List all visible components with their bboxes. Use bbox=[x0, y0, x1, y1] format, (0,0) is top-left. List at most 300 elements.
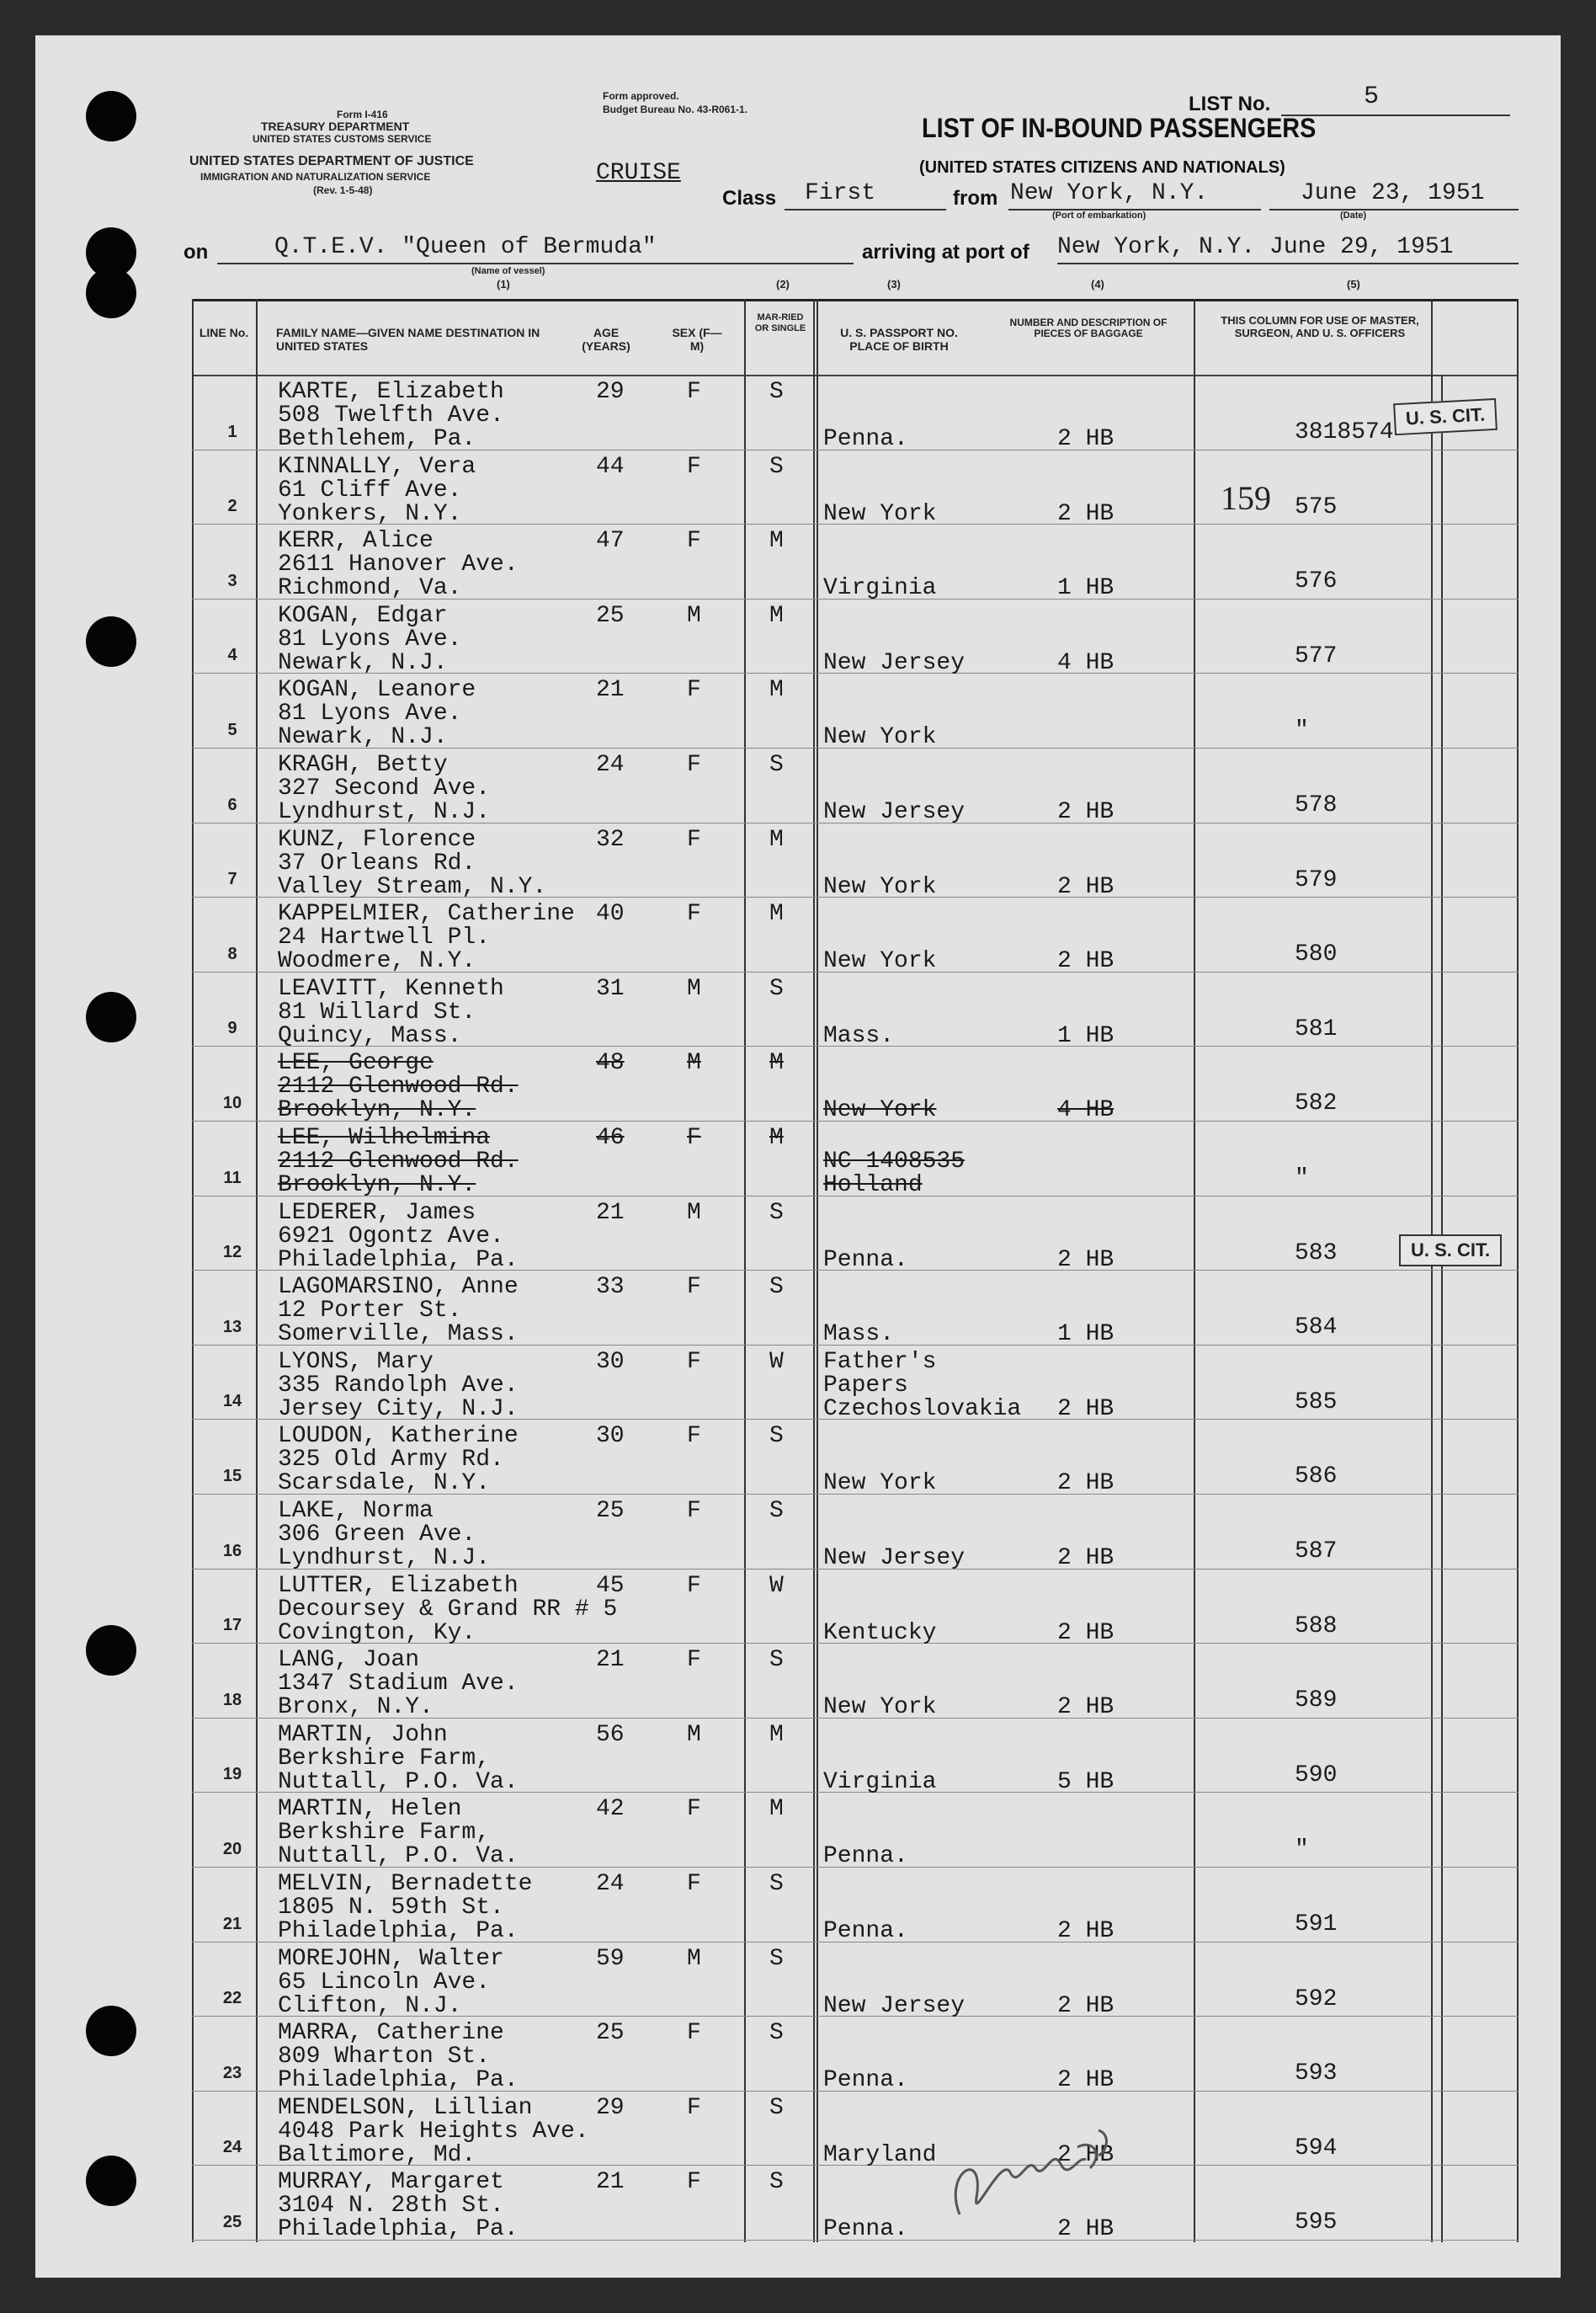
street-address: 809 Wharton St. bbox=[278, 2044, 491, 2071]
age: 48 bbox=[596, 1050, 625, 1077]
binder-hole bbox=[86, 616, 136, 667]
officer-number: 577 bbox=[1295, 642, 1338, 669]
place-of-birth: New York bbox=[823, 873, 937, 900]
age: 56 bbox=[596, 1721, 625, 1748]
marital-status: M bbox=[769, 677, 784, 704]
age: 45 bbox=[596, 1572, 625, 1599]
line-number: 21 bbox=[222, 1914, 242, 1933]
city-destination: Newark, N.J. bbox=[278, 649, 448, 676]
col-baggage-header: NUMBER AND DESCRIPTION OF PIECES OF BAGGAGE bbox=[1009, 317, 1168, 339]
marital-status: S bbox=[769, 453, 784, 480]
list-no-label: LIST No. bbox=[1189, 93, 1271, 115]
col5-caption: (5) bbox=[1347, 278, 1360, 290]
baggage: 2 HB bbox=[1057, 873, 1115, 900]
officer-number: 580 bbox=[1295, 941, 1338, 968]
age: 21 bbox=[596, 2169, 625, 2196]
line-number: 7 bbox=[227, 870, 237, 889]
age: 21 bbox=[596, 1199, 625, 1226]
place-of-birth: New Jersey bbox=[823, 799, 966, 825]
table-row bbox=[192, 1943, 1519, 2018]
passport-number: NC 1408535 bbox=[823, 1149, 966, 1175]
table-row bbox=[192, 1346, 1519, 1421]
place-of-birth: Holland bbox=[823, 1172, 923, 1198]
officer-number: 589 bbox=[1295, 1687, 1338, 1714]
line-number: 18 bbox=[222, 1690, 242, 1709]
marital-status: M bbox=[769, 1125, 784, 1151]
on-label: on bbox=[184, 241, 209, 264]
us-citizen-stamp: U. S. CIT. bbox=[1393, 398, 1498, 435]
place-of-birth: Virginia bbox=[823, 1768, 937, 1795]
baggage: 1 HB bbox=[1057, 1321, 1115, 1348]
marital-status: S bbox=[769, 2169, 784, 2196]
street-address: 61 Cliff Ave. bbox=[278, 477, 462, 504]
street-address: 4048 Park Heights Ave. bbox=[278, 2118, 589, 2145]
marital-status: M bbox=[769, 901, 784, 928]
document-subtitle: (UNITED STATES CITIZENS AND NATIONALS) bbox=[919, 158, 1285, 177]
city-destination: Baltimore, Md. bbox=[278, 2141, 476, 2168]
sex: F bbox=[687, 1498, 701, 1524]
table-row bbox=[192, 376, 1519, 451]
passenger-name: MENDELSON, Lillian bbox=[278, 2094, 533, 2121]
baggage: 2 HB bbox=[1057, 1246, 1115, 1273]
city-destination: Nuttall, P.O. Va. bbox=[278, 1843, 519, 1870]
baggage: 4 HB bbox=[1057, 1097, 1115, 1124]
baggage: 2 HB bbox=[1057, 1992, 1115, 2019]
form-number: Form I-416 bbox=[337, 109, 388, 120]
street-address: 37 Orleans Rd. bbox=[278, 850, 476, 877]
passenger-name: MELVIN, Bernadette bbox=[278, 1871, 533, 1897]
officer-number: 594 bbox=[1295, 2134, 1338, 2161]
place-of-birth: New York bbox=[823, 724, 937, 751]
street-address: 2611 Hanover Ave. bbox=[278, 552, 519, 578]
line-number: 10 bbox=[222, 1093, 242, 1112]
sex: F bbox=[687, 2020, 701, 2047]
table-row bbox=[192, 600, 1519, 675]
marital-status: S bbox=[769, 1945, 784, 1972]
line-number: 20 bbox=[222, 1839, 242, 1858]
table-row bbox=[192, 1570, 1519, 1645]
marital-status: M bbox=[769, 1796, 784, 1823]
baggage: 2 HB bbox=[1057, 948, 1115, 975]
place-of-birth: New Jersey bbox=[823, 1992, 966, 2019]
marital-status: S bbox=[769, 379, 784, 405]
col3-caption: (3) bbox=[887, 278, 901, 290]
table-row bbox=[192, 525, 1519, 600]
baggage: 1 HB bbox=[1057, 1022, 1115, 1049]
age: 25 bbox=[596, 602, 625, 629]
age: 46 bbox=[596, 1125, 625, 1151]
officer-number: 581 bbox=[1295, 1015, 1338, 1042]
line-number: 9 bbox=[227, 1019, 237, 1038]
city-destination: Brooklyn, N.Y. bbox=[278, 1172, 476, 1198]
cruise-label: CRUISE bbox=[596, 160, 681, 186]
sex: F bbox=[687, 1423, 701, 1450]
line-number: 23 bbox=[222, 2063, 242, 2082]
passenger-name: LUTTER, Elizabeth bbox=[278, 1572, 519, 1599]
age: 33 bbox=[596, 1274, 625, 1301]
table-row bbox=[192, 824, 1519, 899]
baggage: 2 HB bbox=[1057, 500, 1115, 527]
col1-caption: (1) bbox=[497, 278, 510, 290]
officer-number: 586 bbox=[1295, 1463, 1338, 1490]
line-number: 2 bbox=[227, 497, 237, 516]
handwritten-number: 159 bbox=[1221, 479, 1271, 517]
immigration-service: IMMIGRATION AND NATURALIZATION SERVICE bbox=[200, 171, 431, 183]
passenger-name: KRAGH, Betty bbox=[278, 752, 448, 778]
baggage: 2 HB bbox=[1057, 2067, 1115, 2094]
sex: F bbox=[687, 1274, 701, 1301]
table-row bbox=[192, 1495, 1519, 1570]
table-row bbox=[192, 2017, 1519, 2092]
passenger-name: KUNZ, Florence bbox=[278, 826, 476, 853]
sex: F bbox=[687, 1572, 701, 1599]
city-destination: Lyndhurst, N.J. bbox=[278, 799, 491, 825]
line-number: 17 bbox=[222, 1616, 242, 1635]
baggage: 2 HB bbox=[1057, 1619, 1115, 1646]
line-number: 1 bbox=[227, 422, 237, 441]
passenger-name: MOREJOHN, Walter bbox=[278, 1945, 504, 1972]
baggage: 5 HB bbox=[1057, 1768, 1115, 1795]
officer-number: " bbox=[1295, 1836, 1309, 1863]
city-destination: Valley Stream, N.Y. bbox=[278, 873, 547, 900]
vessel-name: Q.T.E.V. "Queen of Bermuda" bbox=[274, 234, 657, 260]
line-number: 24 bbox=[222, 2138, 242, 2157]
passenger-name: LEDERER, James bbox=[278, 1199, 476, 1226]
table-row bbox=[192, 1047, 1519, 1122]
col-married-header: MAR-RIED OR SINGLE bbox=[754, 312, 806, 333]
city-destination: Philadelphia, Pa. bbox=[278, 1246, 519, 1273]
justice-dept: UNITED STATES DEPARTMENT OF JUSTICE bbox=[189, 154, 474, 168]
line-number: 22 bbox=[222, 1989, 242, 2008]
city-destination: Jersey City, N.J. bbox=[278, 1395, 519, 1422]
passenger-name: KARTE, Elizabeth bbox=[278, 379, 504, 405]
passenger-name: LAGOMARSINO, Anne bbox=[278, 1274, 519, 1301]
marital-status: W bbox=[769, 1572, 784, 1599]
sex: F bbox=[687, 2169, 701, 2196]
passenger-name: KOGAN, Leanore bbox=[278, 677, 476, 704]
officer-number: 576 bbox=[1295, 568, 1338, 595]
col-officers-header: THIS COLUMN FOR USE OF MASTER, SURGEON, AND U. S. OFFICERS bbox=[1221, 314, 1419, 339]
table-row bbox=[192, 2092, 1519, 2167]
table-row bbox=[192, 2166, 1519, 2241]
passenger-name: MURRAY, Margaret bbox=[278, 2169, 504, 2196]
passenger-name: KOGAN, Edgar bbox=[278, 602, 448, 629]
sex: M bbox=[687, 1721, 701, 1748]
place-of-birth: Penna. bbox=[823, 1246, 908, 1273]
line-number: 13 bbox=[222, 1317, 242, 1336]
sex: M bbox=[687, 1945, 701, 1972]
marital-status: S bbox=[769, 1647, 784, 1674]
place-of-birth: Penna. bbox=[823, 426, 908, 452]
sex: F bbox=[687, 379, 701, 405]
sex: F bbox=[687, 901, 701, 928]
table-row bbox=[192, 749, 1519, 824]
age: 42 bbox=[596, 1796, 625, 1823]
age: 44 bbox=[596, 453, 625, 480]
street-address: 325 Old Army Rd. bbox=[278, 1447, 504, 1474]
class-value: First bbox=[805, 180, 876, 206]
passport-number: Papers bbox=[823, 1372, 908, 1399]
place-of-birth: New Jersey bbox=[823, 1545, 966, 1571]
age: 31 bbox=[596, 975, 625, 1002]
port-embark-caption: (Port of embarkation) bbox=[1052, 211, 1146, 221]
passenger-name: LANG, Joan bbox=[278, 1647, 420, 1674]
street-address: 306 Green Ave. bbox=[278, 1522, 476, 1548]
passenger-name: MARTIN, Helen bbox=[278, 1796, 462, 1823]
sex: M bbox=[687, 1050, 701, 1077]
table-row bbox=[192, 451, 1519, 526]
line-number: 12 bbox=[222, 1243, 242, 1262]
age: 32 bbox=[596, 826, 625, 853]
street-address: 3104 N. 28th St. bbox=[278, 2193, 504, 2220]
line-number: 3 bbox=[227, 571, 237, 590]
street-address: 12 Porter St. bbox=[278, 1298, 462, 1324]
officer-number: 583 bbox=[1295, 1239, 1338, 1266]
binder-hole bbox=[86, 992, 136, 1042]
officer-number: 585 bbox=[1295, 1388, 1338, 1415]
handwritten-signature bbox=[934, 2122, 1120, 2231]
age: 40 bbox=[596, 901, 625, 928]
age: 29 bbox=[596, 2094, 625, 2121]
city-destination: Philadelphia, Pa. bbox=[278, 2216, 519, 2243]
street-address: 2112 Glenwood Rd. bbox=[278, 1149, 519, 1175]
table-row bbox=[192, 1719, 1519, 1794]
marital-status: S bbox=[769, 1199, 784, 1226]
age: 47 bbox=[596, 528, 625, 555]
departure-date: June 23, 1951 bbox=[1301, 180, 1485, 206]
col-age-header: AGE (YEARS) bbox=[582, 326, 630, 353]
street-address: 6921 Ogontz Ave. bbox=[278, 1223, 504, 1250]
document-title: LIST OF IN-BOUND PASSENGERS bbox=[922, 113, 1317, 143]
form-approved: Form approved. bbox=[603, 90, 679, 102]
passenger-name: LEE, George bbox=[278, 1050, 434, 1077]
street-address: 327 Second Ave. bbox=[278, 775, 491, 802]
baggage: 1 HB bbox=[1057, 575, 1115, 602]
officer-number: " bbox=[1295, 717, 1309, 744]
street-address: 1805 N. 59th St. bbox=[278, 1895, 504, 1921]
city-destination: Yonkers, N.Y. bbox=[278, 500, 462, 527]
street-address: Berkshire Farm, bbox=[278, 1745, 491, 1772]
city-destination: Woodmere, N.Y. bbox=[278, 948, 476, 975]
street-address: 81 Lyons Ave. bbox=[278, 626, 462, 653]
officer-number: 582 bbox=[1295, 1090, 1338, 1117]
form-revision: (Rev. 1-5-48) bbox=[313, 184, 373, 196]
arrival-port-date: New York, N.Y. June 29, 1951 bbox=[1057, 234, 1454, 260]
place-of-birth: New York bbox=[823, 948, 937, 975]
place-of-birth: Virginia bbox=[823, 575, 937, 602]
marital-status: S bbox=[769, 1423, 784, 1450]
col-sex-header: SEX (F—M) bbox=[672, 326, 722, 353]
place-of-birth: New York bbox=[823, 500, 937, 527]
marital-status: S bbox=[769, 1274, 784, 1301]
us-citizen-stamp: U. S. CIT. bbox=[1399, 1234, 1502, 1266]
place-of-birth: New York bbox=[823, 1470, 937, 1497]
passport-note: Father's bbox=[823, 1348, 937, 1375]
age: 30 bbox=[596, 1423, 625, 1450]
officer-number: 592 bbox=[1295, 1985, 1338, 2012]
officer-number: 590 bbox=[1295, 1761, 1338, 1788]
marital-status: S bbox=[769, 1871, 784, 1897]
age: 24 bbox=[596, 752, 625, 778]
budget-bureau: Budget Bureau No. 43-R061-1. bbox=[603, 104, 748, 115]
officer-number: " bbox=[1295, 1165, 1309, 1191]
marital-status: W bbox=[769, 1348, 784, 1375]
passenger-name: KERR, Alice bbox=[278, 528, 434, 555]
sex: F bbox=[687, 1647, 701, 1674]
place-of-birth: New York bbox=[823, 1694, 937, 1721]
col-passport-header: U. S. PASSPORT NO. PLACE OF BIRTH bbox=[840, 326, 958, 353]
place-of-birth: New Jersey bbox=[823, 649, 966, 676]
city-destination: Scarsdale, N.Y. bbox=[278, 1470, 491, 1497]
treasury-dept: TREASURY DEPARTMENT bbox=[261, 120, 410, 133]
col4-caption: (4) bbox=[1091, 278, 1104, 290]
table-row bbox=[192, 674, 1519, 749]
baggage: 2 HB bbox=[1057, 2216, 1115, 2243]
age: 30 bbox=[596, 1348, 625, 1375]
line-number: 5 bbox=[227, 720, 237, 739]
passenger-name: KINNALLY, Vera bbox=[278, 453, 476, 480]
city-destination: Somerville, Mass. bbox=[278, 1321, 519, 1348]
table-row bbox=[192, 1420, 1519, 1495]
city-destination: Bronx, N.Y. bbox=[278, 1694, 434, 1721]
street-address: 1347 Stadium Ave. bbox=[278, 1671, 519, 1697]
table-row bbox=[192, 1793, 1519, 1868]
officer-number: 578 bbox=[1295, 792, 1338, 818]
col-line-header: LINE No. bbox=[199, 326, 249, 339]
passenger-name: LAKE, Norma bbox=[278, 1498, 434, 1524]
street-address: Decoursey & Grand RR # 5 bbox=[278, 1596, 618, 1623]
age: 21 bbox=[596, 1647, 625, 1674]
table-row bbox=[192, 1644, 1519, 1719]
place-of-birth: Penna. bbox=[823, 2216, 908, 2243]
city-destination: Philadelphia, Pa. bbox=[278, 2067, 519, 2094]
marital-status: M bbox=[769, 826, 784, 853]
binder-hole bbox=[86, 91, 136, 141]
sex: F bbox=[687, 1796, 701, 1823]
passenger-name: LYONS, Mary bbox=[278, 1348, 434, 1375]
officer-number: 575 bbox=[1295, 493, 1338, 520]
sex: F bbox=[687, 528, 701, 555]
customs-service: UNITED STATES CUSTOMS SERVICE bbox=[253, 133, 432, 145]
place-of-birth: New York bbox=[823, 1097, 937, 1124]
sex: F bbox=[687, 1125, 701, 1151]
sex: F bbox=[687, 2094, 701, 2121]
place-of-birth: Mass. bbox=[823, 1022, 895, 1049]
age: 24 bbox=[596, 1871, 625, 1897]
street-address: 335 Randolph Ave. bbox=[278, 1372, 519, 1399]
street-address: 508 Twelfth Ave. bbox=[278, 402, 504, 429]
city-destination: Clifton, N.J. bbox=[278, 1992, 462, 2019]
baggage: 2 HB bbox=[1057, 1918, 1115, 1944]
sex: F bbox=[687, 752, 701, 778]
marital-status: M bbox=[769, 1050, 784, 1077]
place-of-birth: Maryland bbox=[823, 2141, 937, 2168]
baggage: 4 HB bbox=[1057, 649, 1115, 676]
marital-status: S bbox=[769, 2020, 784, 2047]
officer-number: 584 bbox=[1295, 1314, 1338, 1341]
passenger-name: MARRA, Catherine bbox=[278, 2020, 504, 2047]
city-destination: Brooklyn, N.Y. bbox=[278, 1097, 476, 1124]
passenger-table bbox=[192, 299, 1519, 2242]
line-number: 11 bbox=[223, 1168, 242, 1187]
marital-status: M bbox=[769, 1721, 784, 1748]
binder-hole bbox=[86, 2006, 136, 2056]
table-row bbox=[192, 1197, 1519, 1272]
officer-number: 579 bbox=[1295, 866, 1338, 893]
line-number: 16 bbox=[222, 1541, 242, 1560]
marital-status: S bbox=[769, 2094, 784, 2121]
sex: M bbox=[687, 1199, 701, 1226]
place-of-birth: Mass. bbox=[823, 1321, 895, 1348]
line-number: 15 bbox=[222, 1466, 242, 1485]
age: 25 bbox=[596, 1498, 625, 1524]
city-destination: Richmond, Va. bbox=[278, 575, 462, 602]
line-number: 4 bbox=[227, 646, 237, 665]
place-of-birth: Penna. bbox=[823, 1843, 908, 1870]
street-address: 24 Hartwell Pl. bbox=[278, 925, 491, 951]
place-of-birth: Penna. bbox=[823, 2067, 908, 2094]
place-of-birth: Penna. bbox=[823, 1918, 908, 1944]
street-address: Berkshire Farm, bbox=[278, 1820, 491, 1847]
baggage: 2 HB bbox=[1057, 1545, 1115, 1571]
marital-status: S bbox=[769, 1498, 784, 1524]
baggage: 2 HB bbox=[1057, 2141, 1115, 2168]
sex: F bbox=[687, 453, 701, 480]
arriving-label: arriving at port of bbox=[862, 241, 1029, 264]
table-row bbox=[192, 1868, 1519, 1943]
passenger-name: KAPPELMIER, Catherine bbox=[278, 901, 575, 928]
passenger-name: LEE, Wilhelmina bbox=[278, 1125, 491, 1151]
passenger-name: MARTIN, John bbox=[278, 1721, 448, 1748]
line-number: 8 bbox=[227, 944, 237, 963]
line-number: 25 bbox=[222, 2212, 242, 2231]
place-of-birth: Czechoslovakia bbox=[823, 1395, 1022, 1422]
sex: M bbox=[687, 602, 701, 629]
age: 29 bbox=[596, 379, 625, 405]
city-destination: Covington, Ky. bbox=[278, 1619, 476, 1646]
officer-number: 591 bbox=[1295, 1911, 1338, 1937]
binder-hole bbox=[86, 2156, 136, 2206]
place-of-birth: Kentucky bbox=[823, 1619, 937, 1646]
marital-status: S bbox=[769, 752, 784, 778]
officer-number: 588 bbox=[1295, 1612, 1338, 1639]
street-address: 65 Lincoln Ave. bbox=[278, 1969, 491, 1996]
baggage: 2 HB bbox=[1057, 1694, 1115, 1721]
table-row bbox=[192, 1271, 1519, 1346]
port-of-embarkation: New York, N.Y. bbox=[1010, 180, 1209, 206]
table-row bbox=[192, 1122, 1519, 1197]
passenger-name: LEAVITT, Kenneth bbox=[278, 975, 504, 1002]
table-row bbox=[192, 973, 1519, 1048]
officer-number: 587 bbox=[1295, 1538, 1338, 1564]
marital-status: S bbox=[769, 975, 784, 1002]
date-caption: (Date) bbox=[1340, 211, 1367, 221]
binder-hole bbox=[86, 268, 136, 318]
list-number: 5 bbox=[1364, 83, 1380, 111]
age: 25 bbox=[596, 2020, 625, 2047]
baggage: 2 HB bbox=[1057, 1395, 1115, 1422]
street-address: 81 Willard St. bbox=[278, 999, 476, 1026]
sex: F bbox=[687, 1348, 701, 1375]
officer-number: 595 bbox=[1295, 2209, 1338, 2236]
city-destination: Lyndhurst, N.J. bbox=[278, 1545, 491, 1571]
class-label: Class bbox=[722, 187, 777, 210]
col-name-header: FAMILY NAME—GIVEN NAME DESTINATION IN UNITED STATES bbox=[276, 326, 540, 353]
officer-number: 3818574 bbox=[1295, 419, 1394, 445]
age: 59 bbox=[596, 1945, 625, 1972]
sex: F bbox=[687, 826, 701, 853]
line-number: 14 bbox=[222, 1392, 242, 1411]
